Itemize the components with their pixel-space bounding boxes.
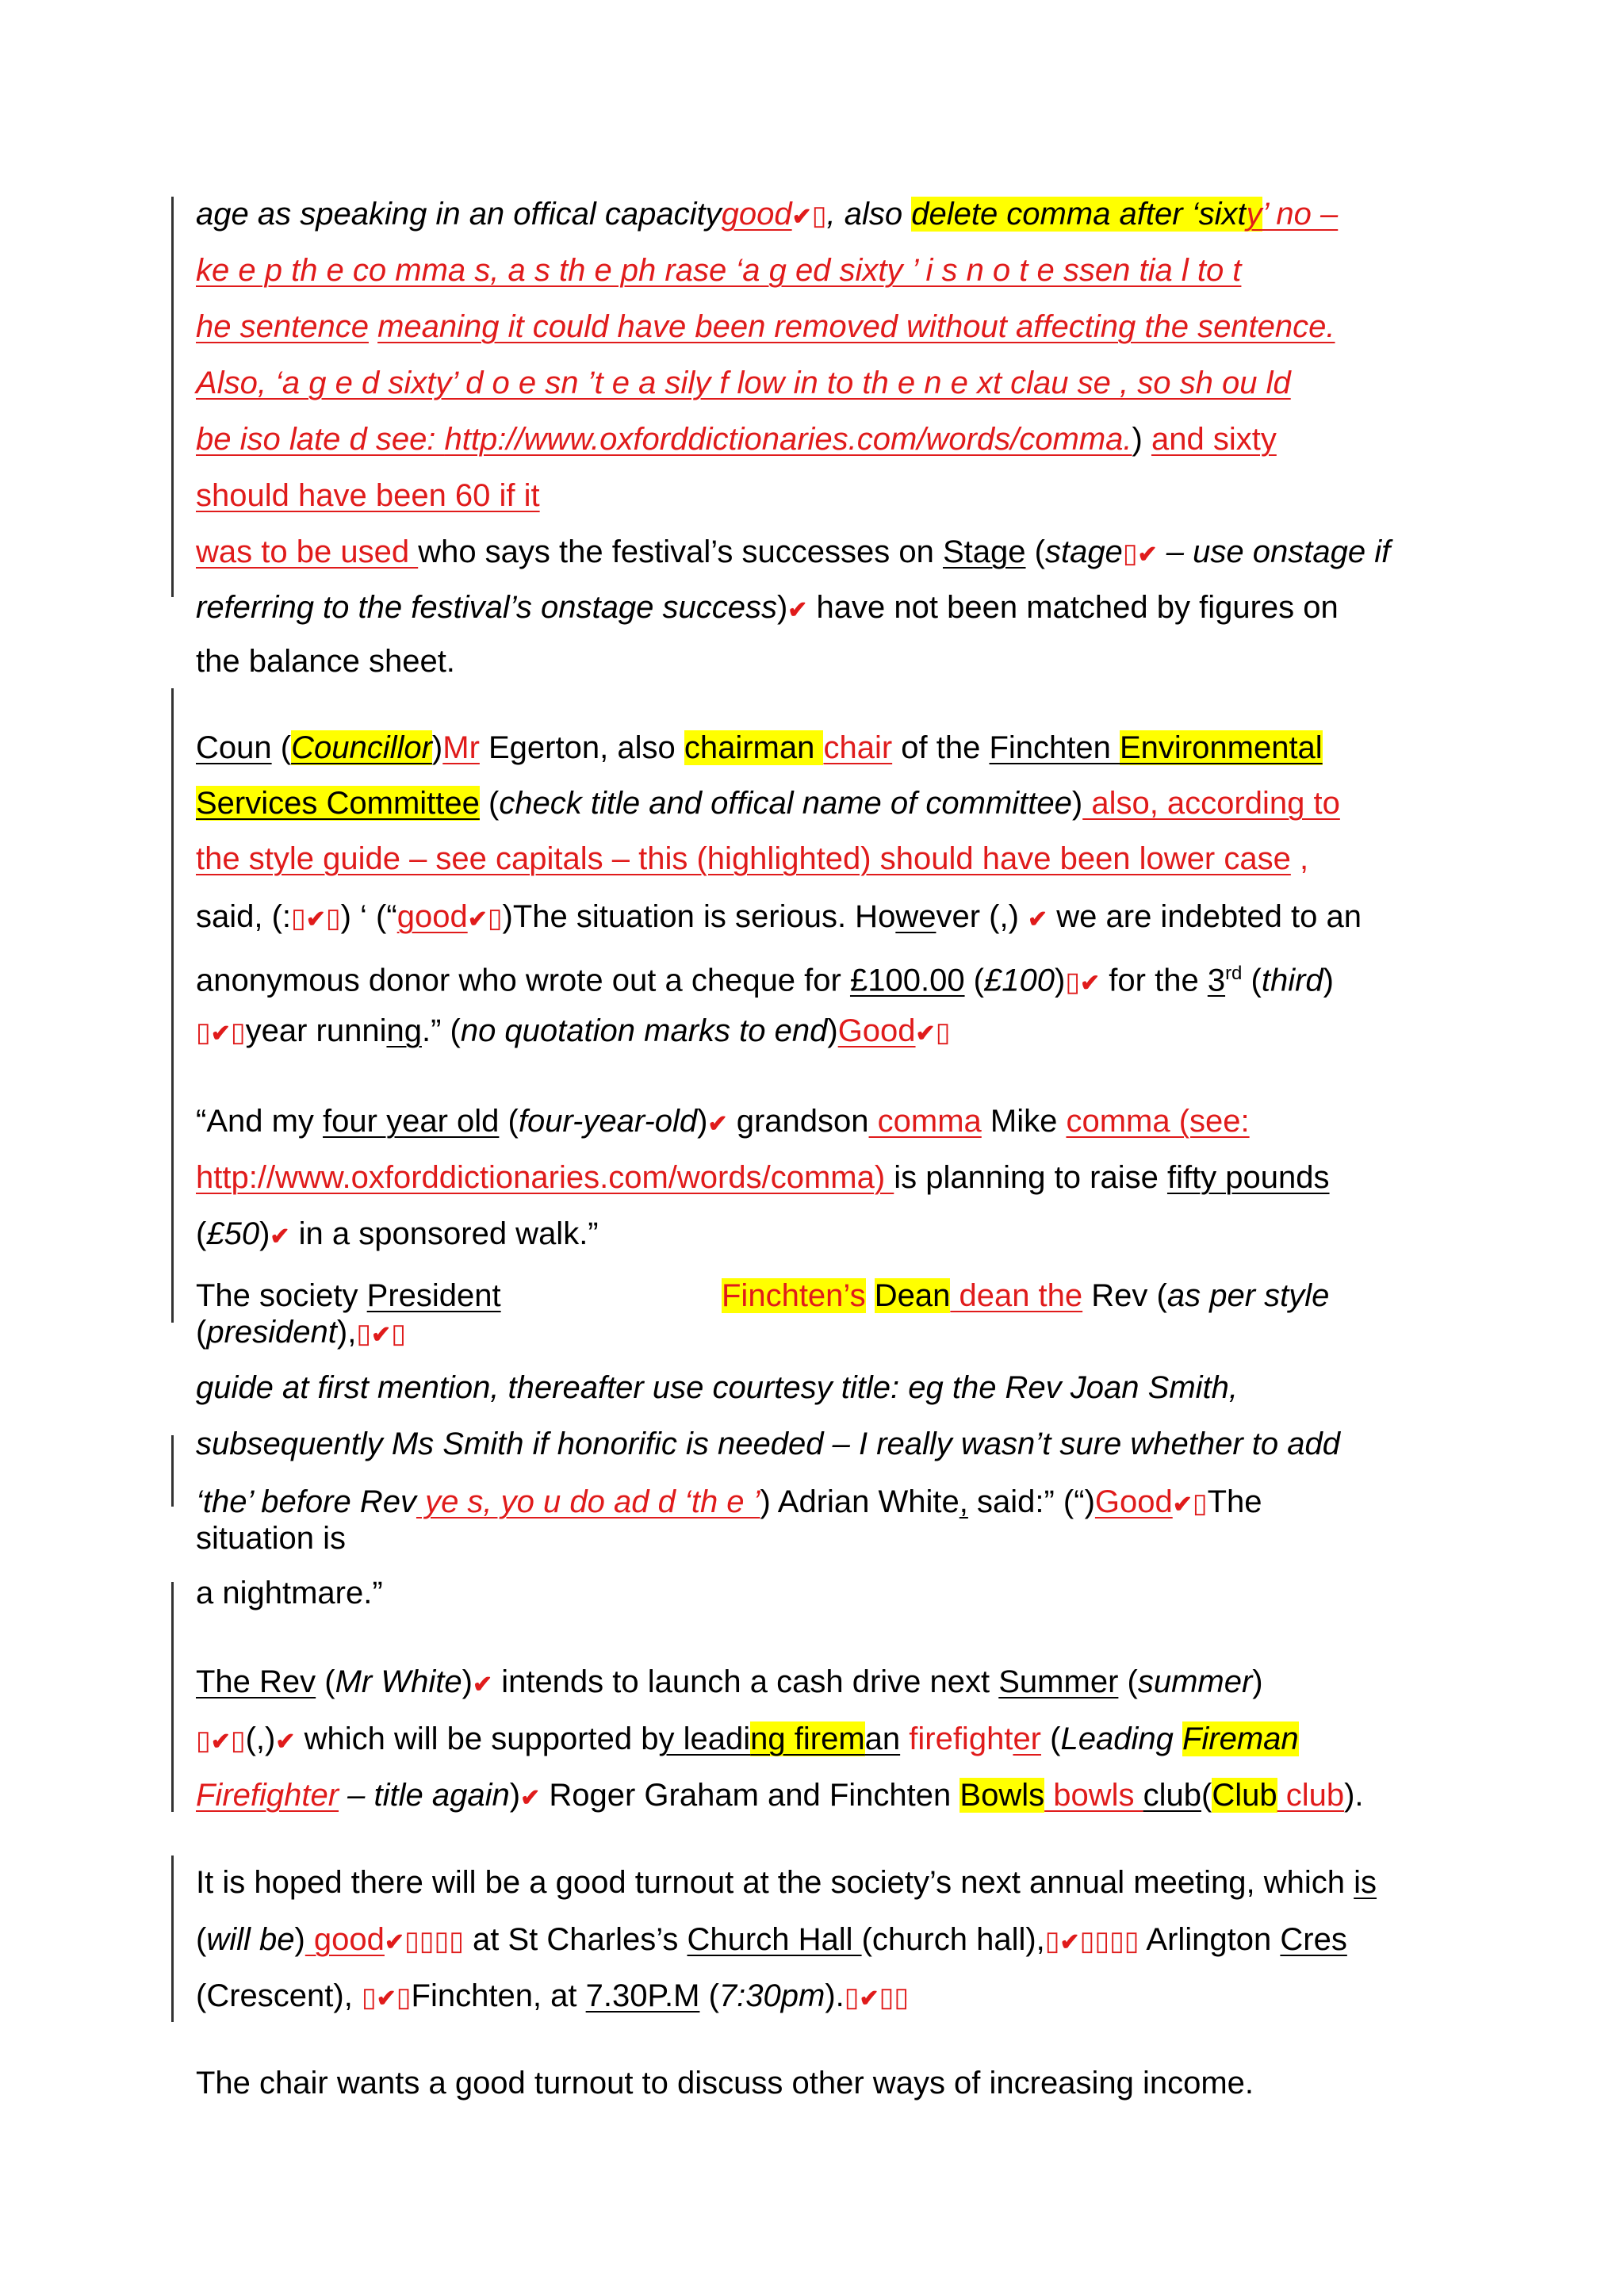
box-icon: ▯ [230,1017,246,1047]
p4-line-6: situation is [196,1521,346,1556]
check-icon: ✔ [467,906,488,933]
p3-line-3: (£50)✔ in a sponsored walk.” [196,1216,599,1251]
p7-line-1: The chair wants a good turnout to discuss other ways of increasing income. [196,2066,1254,2101]
box-icon: ▯ [487,903,503,933]
box-icon: ▯▯▯▯ [404,1926,464,1956]
p1-line-4: Also, ‘a g e d sixty’ d o e sn ’t e a sily f low in to th e n e xt clau se , so sh ou ld [196,366,1291,400]
box-icon: ▯ [361,1982,377,2013]
box-icon: ▯ [196,1017,211,1047]
change-bar [171,1435,174,1507]
p2-line-3: the style guide – see capitals – this (highlighted) should have been lower case , [196,841,1309,876]
box-icon: ▯ [391,1319,406,1349]
check-icon: ✔ [384,1929,405,1955]
p5-line-2: ▯✔▯(,)✔ which will be supported by leading fireman firefighter (Leading Fireman [196,1721,1299,1756]
check-icon: ✔ [520,1785,541,1811]
check-icon: ✔ [859,1986,879,2012]
p5-line-1: The Rev (Mr White)✔ intends to launch a cash drive next Summer (summer) [196,1664,1263,1699]
box-icon: ▯ [396,1982,412,2013]
check-icon: ✔ [270,1224,290,1250]
check-icon: ✔ [791,204,812,230]
p4-line-1a: The society President [196,1278,501,1313]
check-icon: ✔ [305,906,326,933]
box-icon: ▯ [879,1982,894,2013]
box-icon: ▯ [356,1319,372,1349]
check-icon: ✔ [1028,906,1048,933]
check-icon: ✔ [1080,970,1101,997]
p2-line-4: said, (:▯✔▯) ‘ (“good✔▯)The situation is serious. However (,) ✔ we are indebted to an [196,899,1362,934]
box-icon: ▯ [844,1982,860,2013]
check-icon: ✔ [210,1021,231,1047]
check-icon: ✔ [1172,1492,1193,1518]
check-icon: ✔ [275,1729,296,1755]
p6-line-3: (Crescent), ▯✔▯Finchten, at 7.30P.M (7:30pm).▯✔▯▯ [196,1978,910,2013]
p2-line-5: anonymous donor who wrote out a cheque for £100.00 (£100)▯✔ for the 3rd (third) [196,963,1334,998]
change-bar [171,1855,174,2022]
p1-line-1: age as speaking in an offical capacitygood✔▯, also delete comma after ‘sixty’ no – [196,197,1339,232]
p1-line-3: he sentence meaning it could have been removed without affecting the sentence. [196,309,1335,344]
p6-line-2: (will be) good✔▯▯▯▯ at St Charles’s Church Hall (church hall),▯✔▯▯▯▯ Arlington Cres [196,1922,1347,1957]
box-icon: ▯ [325,903,341,933]
p3-line-2: http://www.oxforddictionaries.com/words/comma) is planning to raise fifty pounds [196,1160,1330,1195]
p1-line-2: ke e p th e co mma s, a s th e ph rase ‘a g ed sixty ’ i s n o t e ssen tia l to t [196,253,1242,288]
p2-line-2: Services Committee (check title and offical name of committee) also, according to [196,786,1340,821]
change-bar [171,1582,174,1812]
check-icon: ✔ [371,1322,392,1348]
p4-line-5: ‘the’ before Rev ye s, yo u do ad d ‘th e ’) Adrian White, said:” (“)Good✔▯The [196,1484,1262,1519]
box-icon: ▯ [1122,538,1138,569]
p4-line-4: subsequently Ms Smith if honorific is needed – I really wasn’t sure whether to add [196,1427,1340,1461]
p4-line-1b: Finchten’s Dean dean the Rev (as per style [722,1278,1330,1313]
box-icon: ▯ [196,1725,211,1756]
check-icon: ✔ [915,1021,936,1047]
check-icon: ✔ [472,1672,493,1698]
box-icon: ▯ [1065,967,1081,998]
box-icon: ▯ [811,201,827,231]
check-icon: ✔ [210,1729,231,1755]
p3-line-1: “And my four year old (four-year-old)✔ grandson comma Mike comma (see: [196,1104,1250,1139]
p6-line-1: It is hoped there will be a good turnout at the society’s next annual meeting, which is [196,1865,1377,1900]
p1-line-5: be iso late d see: http://www.oxforddictionaries.com/words/comma.) and sixty [196,422,1277,457]
p5-line-3: Firefighter – title again)✔ Roger Graham and Finchten Bowls bowls club(Club club). [196,1778,1364,1813]
p1-line-9: the balance sheet. [196,644,455,679]
check-icon: ✔ [1059,1929,1080,1955]
check-icon: ✔ [707,1111,728,1137]
check-icon: ✔ [376,1986,396,2012]
p1-line-8: referring to the festival’s onstage success)✔ have not been matched by figures on [196,590,1339,625]
box-icon: ▯ [1044,1926,1060,1956]
check-icon: ✔ [1137,542,1158,568]
p4-line-3: guide at first mention, thereafter use courtesy title: eg the Rev Joan Smith, [196,1370,1239,1405]
change-bar [171,688,174,1323]
box-icon: ▯ [1192,1488,1208,1518]
box-icon: ▯ [935,1017,951,1047]
p4-line-7: a nightmare.” [196,1576,383,1610]
box-icon: ▯ [230,1725,246,1756]
p2-line-6: ▯✔▯year running.” (no quotation marks to end)Good✔▯ [196,1013,951,1048]
change-bar [171,197,174,597]
box-icon: ▯▯▯▯ [1079,1926,1139,1956]
p4-line-2: (president),▯✔▯ [196,1315,406,1350]
p1-line-7: was to be used who says the festival’s successes on Stage (stage▯✔ – use onstage if [196,534,1391,569]
check-icon: ✔ [787,597,808,623]
p1-line-6: should have been 60 if it [196,478,540,513]
p2-line-1: Coun (Councillor)Mr Egerton, also chairman chair of the Finchten Environmental [196,730,1323,765]
box-icon: ▯ [894,1982,910,2013]
box-icon: ▯ [291,903,306,933]
